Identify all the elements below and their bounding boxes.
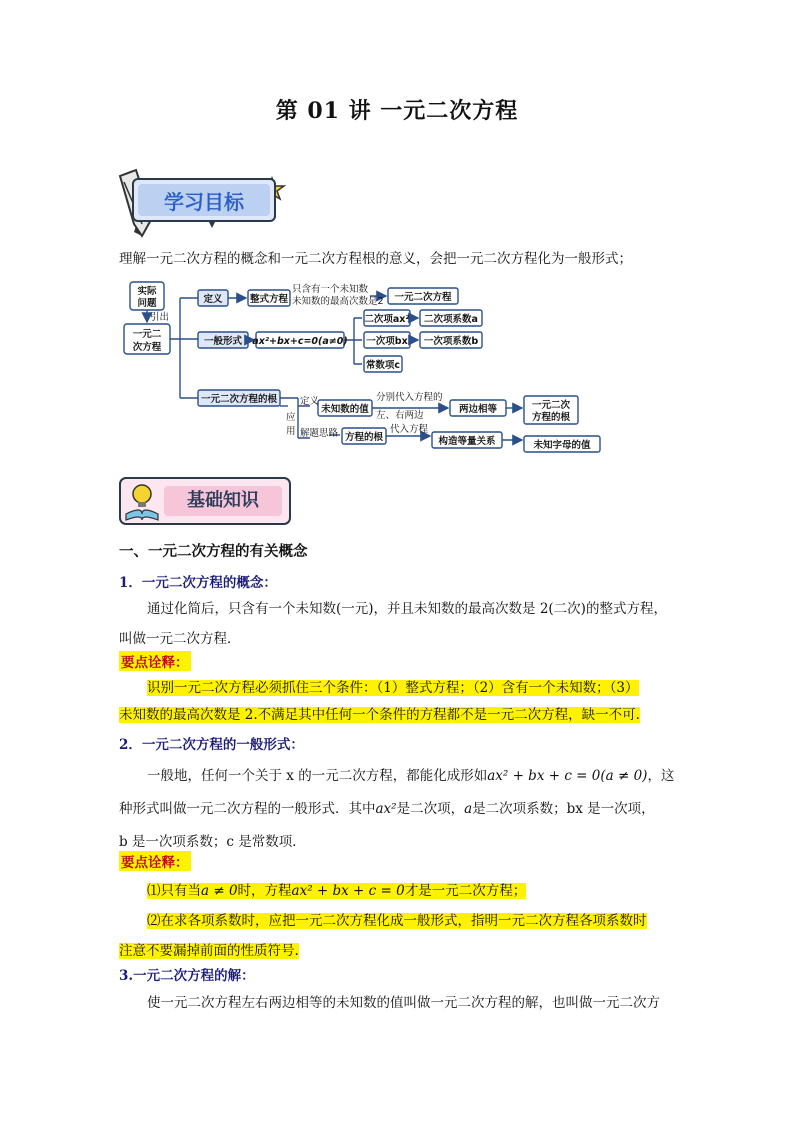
diagram-node: 方程的根	[531, 412, 571, 423]
subsection-title: 2．一元二次方程的一般形式：	[119, 737, 304, 753]
diagram-node: 一般形式	[203, 336, 243, 347]
diagram-label: 应	[286, 412, 296, 423]
subsection-title: 1．一元二次方程的概念：	[119, 575, 277, 591]
diagram-node: 二次项ax²	[364, 314, 410, 325]
diagram-node: 一次项系数b	[423, 336, 479, 347]
diagram-node: 一次项bx	[366, 336, 408, 347]
diagram-node: 一元二次方程	[394, 292, 452, 303]
text-run: ，这	[647, 768, 675, 784]
diagram-node: 方程的根	[344, 432, 384, 443]
note-line	[147, 883, 526, 899]
diagram-label: 只含有一个未知数	[292, 284, 369, 295]
text-run: ⑴只有当	[147, 883, 201, 899]
formula: ax² + bx + c = 0	[291, 883, 405, 899]
note-block	[119, 876, 679, 966]
diagram-node: 定义	[203, 294, 223, 305]
text-run: 是二次项，	[396, 801, 465, 817]
diagram-node: 一元二次	[531, 400, 571, 411]
note-label: 要点诠释：	[119, 851, 191, 871]
definition-text: 通过化简后，只含有一个未知数(一元)，并且未知数的最高次数是 2(二次)的整式方程，叫做一元二次方程．	[119, 601, 667, 647]
text-run: 一般地，任何一个关于 x 的一元二次方程，都能化成形如	[147, 768, 488, 784]
diagram-node: 一元二	[132, 329, 162, 340]
diagram-label: 用	[286, 426, 296, 437]
diagram-node: 未知数的值	[321, 404, 369, 415]
text-run: 是二次项系数；bx 是一次项，	[472, 801, 655, 817]
formula: a	[464, 801, 473, 817]
text-run: 才是一元二次方程；	[404, 883, 527, 899]
note-label: 要点诠释：	[119, 651, 191, 671]
banner-title: 学习目标	[138, 184, 270, 216]
diagram-label: 分别代入方程的	[376, 392, 443, 403]
general-form-text	[119, 760, 679, 859]
diagram-node: 一元二次方程的根	[200, 394, 278, 405]
diagram-node: 未知字母的值	[533, 440, 591, 451]
diagram-node: 问题	[137, 298, 157, 309]
goal-text: 理解一元二次方程的概念和一元二次方程根的意义，会把一元二次方程化为一般形式；	[119, 251, 632, 267]
note-line: ⑵在求各项系数时，应把一元二次方程化成一般形式，指明一元二次方程各项系数时	[147, 913, 647, 929]
diagram-label: 左、右两边	[376, 410, 424, 421]
diagram-node: 构造等量关系	[438, 436, 496, 447]
page-title: 第 01 讲 一元二次方程	[275, 98, 519, 124]
diagram-node: 二次项系数a	[424, 314, 478, 325]
formula: a ≠ 0	[201, 883, 238, 899]
note-line: 识别一元二次方程必须抓住三个条件：（1）整式方程；（2）含有一个未知数；（3）	[147, 680, 639, 696]
banner-title: 基础知识	[187, 490, 259, 511]
text-run: 时，方程	[237, 883, 292, 899]
solution-text: 使一元二次方程左右两边相等的未知数的值叫做一元二次方程的解，也叫做一元二次方	[147, 995, 660, 1011]
learning-goals-banner	[112, 160, 292, 240]
diagram-node: 实际	[137, 286, 157, 297]
diagram-node: 常数项c	[365, 360, 401, 371]
text-run: b 是一次项系数；c 是常数项．	[119, 834, 306, 850]
formula: ax² + bx + c = 0(a ≠ 0)	[487, 768, 648, 784]
diagram-label: 解题思路	[300, 428, 339, 439]
note-line: 未知数的最高次数是 2.不满足其中任何一个条件的方程都不是一元二次方程，缺一不可.	[119, 707, 640, 723]
diagram-label: 引出	[150, 312, 170, 323]
note-block	[119, 675, 679, 729]
diagram-node: 次方程	[132, 342, 162, 353]
knowledge-diagram	[118, 280, 608, 462]
diagram-label: 代入方程	[390, 424, 429, 435]
basic-knowledge-banner	[118, 474, 294, 530]
diagram-label: 未知数的最高次数是2	[292, 296, 384, 307]
diagram-node: 整式方程	[249, 294, 289, 305]
subsection-title: 3.一元二次方程的解：	[119, 968, 255, 984]
diagram-label: 定义	[300, 396, 320, 407]
note-line: 注意不要漏掉前面的性质符号.	[119, 943, 299, 959]
formula: ax²	[375, 801, 397, 817]
diagram-node: 两边相等	[458, 404, 498, 415]
diagram-node: ax²+bx+c=0(a≠0)	[252, 336, 348, 347]
section-heading: 一、一元二次方程的有关概念	[119, 543, 308, 560]
text-run: 种形式叫做一元二次方程的一般形式．其中	[119, 801, 376, 817]
